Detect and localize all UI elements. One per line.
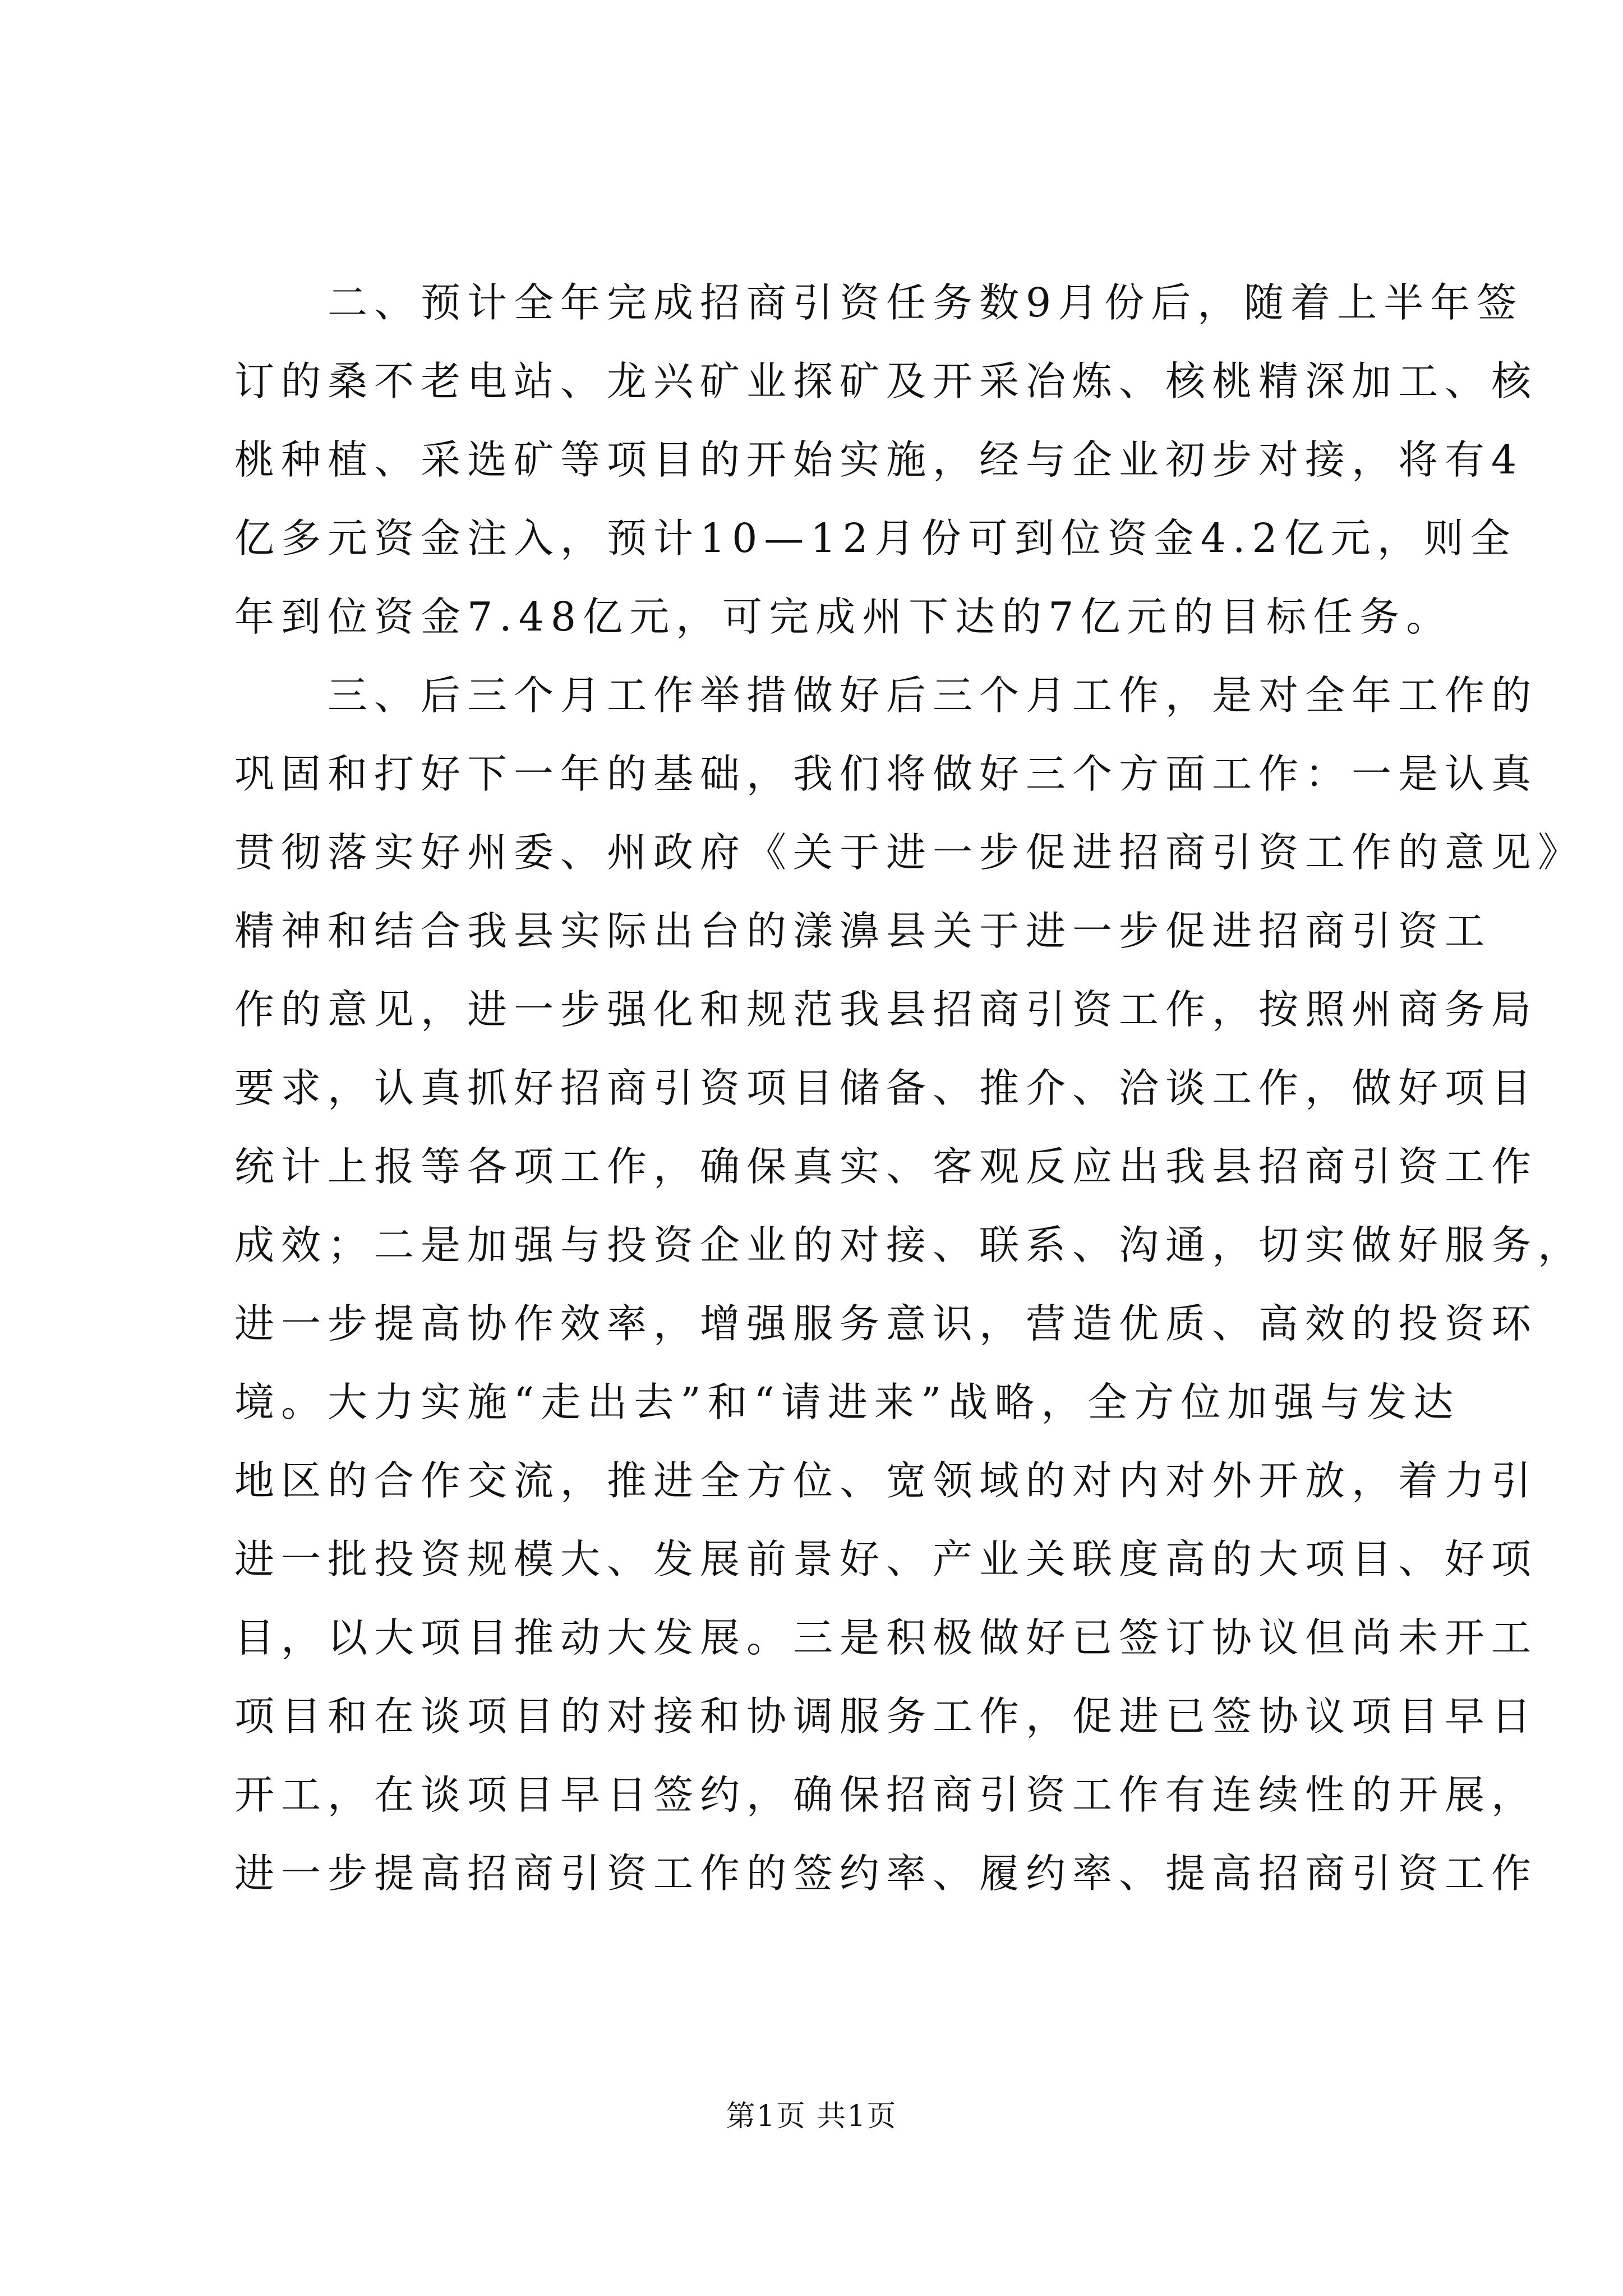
text-line: 项目和在谈项目的对接和协调服务工作，促进已签协议项目早日 (234, 1693, 1538, 1740)
text-line: 开工，在谈项目早日签约，确保招商引资工作有连续性的开展， (234, 1772, 1538, 1818)
text-line: 进一步提高招商引资工作的签约率、履约率、提高招商引资工作 (234, 1850, 1538, 1897)
text-line: 桃种植、采选矿等项目的开始实施，经与企业初步对接，将有4 (234, 436, 1524, 483)
text-line: 精神和结合我县实际出台的漾濞县关于进一步促进招商引资工 (234, 908, 1492, 954)
text-line: 订的桑不老电站、龙兴矿业探矿及开采冶炼、核桃精深加工、核 (234, 358, 1538, 404)
text-line: 贯彻落实好州委、州政府《关于进一步促进招商引资工作的意见》 (234, 829, 1585, 876)
text-line: 统计上报等各项工作，确保真实、客观反应出我县招商引资工作 (234, 1143, 1538, 1190)
text-line: 目，以大项目推动大发展。三是积极做好已签订协议但尚未开工 (234, 1614, 1538, 1661)
text-line: 三、后三个月工作举措做好后三个月工作，是对全年工作的 (234, 672, 1538, 719)
text-line: 年到位资金7.48亿元，可完成州下达的7亿元的目标任务。 (234, 593, 1453, 640)
text-line: 要求，认真抓好招商引资项目储备、推介、洽谈工作，做好项目 (234, 1065, 1538, 1111)
text-line: 成效；二是加强与投资企业的对接、联系、沟通，切实做好服务， (234, 1222, 1585, 1268)
text-line: 亿多元资金注入，预计10—12月份可到位资金4.2亿元，则全 (234, 515, 1517, 562)
page-footer: 第1页 共1页 (726, 2100, 897, 2133)
text-line: 进一批投资规模大、发展前景好、产业关联度高的大项目、好项 (234, 1536, 1538, 1582)
text-line: 二、预计全年完成招商引资任务数9月份后，随着上半年签 (234, 279, 1524, 326)
text-line: 地区的合作交流，推进全方位、宽领域的对内对外开放，着力引 (234, 1457, 1538, 1504)
text-line: 进一步提高协作效率，增强服务意识，营造优质、高效的投资环 (234, 1300, 1538, 1347)
text-line: 作的意见，进一步强化和规范我县招商引资工作，按照州商务局 (234, 986, 1538, 1033)
text-line: 境。大力实施“走出去”和“请进来”战略，全方位加强与发达 (234, 1379, 1460, 1425)
text-line: 巩固和打好下一年的基础，我们将做好三个方面工作：一是认真 (234, 751, 1538, 797)
